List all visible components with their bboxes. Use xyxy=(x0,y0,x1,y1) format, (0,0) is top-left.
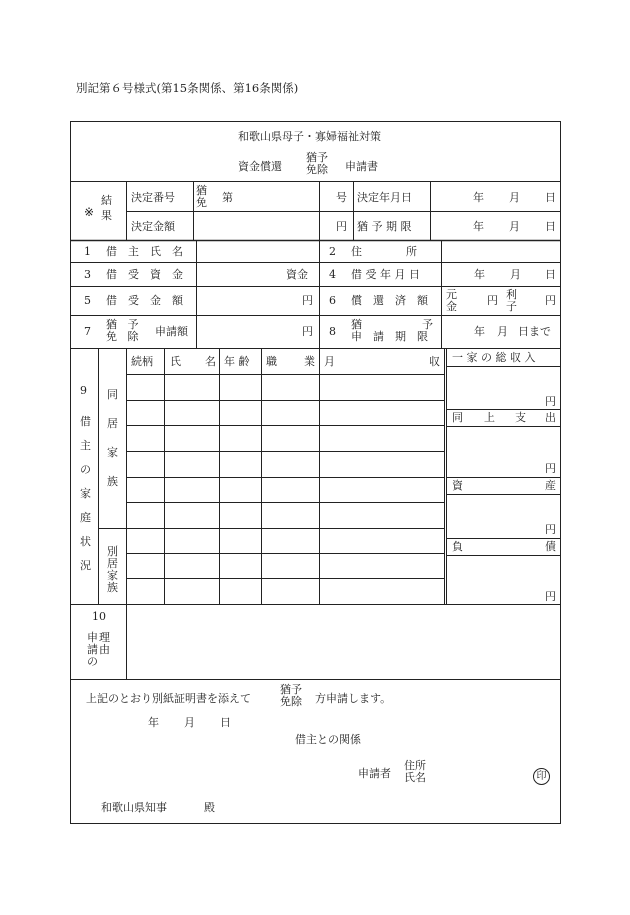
expense-label-4: 出 xyxy=(545,411,556,424)
row8-until: 日まで xyxy=(518,325,551,338)
row5-value: 円 xyxy=(302,294,313,307)
col-job-1: 職 xyxy=(266,355,277,368)
col-name-2: 名 xyxy=(205,355,216,368)
decision-date-hi: 日 xyxy=(545,191,556,204)
reason-label-col-left: 申 請 の xyxy=(87,631,98,668)
row2-no: 2 xyxy=(329,245,336,258)
form-caption: 別記第６号様式(第15条関係、第16条関係) xyxy=(76,81,299,95)
deferral-limit-hi: 日 xyxy=(545,220,556,233)
row3-no: 3 xyxy=(84,268,91,281)
date-hi: 日 xyxy=(220,716,231,729)
total-income-yen: 円 xyxy=(545,395,556,408)
row6-principal-label: 元 金 xyxy=(446,288,457,313)
row6-principal-yen: 円 xyxy=(487,294,498,307)
decision-no-label: 決定番号 xyxy=(131,191,175,204)
debts-yen: 円 xyxy=(545,590,556,603)
row7-value: 円 xyxy=(302,325,313,338)
col-relation: 続柄 xyxy=(131,355,153,368)
row8-nen: 年 xyxy=(474,325,485,338)
row1-no: 1 xyxy=(84,245,91,258)
relation-label: 借主との関係 xyxy=(295,733,361,746)
assets-label-2: 産 xyxy=(545,479,556,492)
row2-label: 住 所 xyxy=(351,245,417,258)
expense-yen: 円 xyxy=(545,462,556,475)
row4-nen: 年 xyxy=(474,268,485,281)
form-subtitle-right: 申請書 xyxy=(345,160,378,173)
applicant-fields: 住所 氏名 xyxy=(404,759,426,784)
row8-no: 8 xyxy=(329,325,336,338)
result-label-2: 果 xyxy=(101,209,112,222)
expense-label-1: 同 xyxy=(452,411,463,424)
row5-label: 借 受 金 額 xyxy=(106,294,183,307)
declaration-text-left: 上記のとおり別紙証明書を添えて xyxy=(86,692,251,705)
row4-label: 借 受 年 月 日 xyxy=(351,268,420,281)
row7-no: 7 xyxy=(84,325,91,338)
row6-interest-label: 利 子 xyxy=(506,288,517,313)
row4-tsuki: 月 xyxy=(510,268,521,281)
result-label-1: 結 xyxy=(101,194,112,207)
assets-label-1: 資 xyxy=(452,479,463,492)
expense-label-2: 上 xyxy=(484,411,495,424)
decision-no-options: 猶 免 xyxy=(196,184,207,209)
form-subtitle-options: 猶予 免除 xyxy=(306,151,328,176)
date-tsuki: 月 xyxy=(184,716,195,729)
row8-tsuki: 月 xyxy=(497,325,508,338)
row5-no: 5 xyxy=(84,294,91,307)
col-age: 年 齢 xyxy=(224,355,250,368)
result-kome: ※ xyxy=(84,205,95,219)
reason-label-col-right: 理 由 xyxy=(99,631,110,656)
row8-label: 猶 予 申 請 期 限 xyxy=(351,318,433,343)
decision-no-go: 号 xyxy=(336,191,347,204)
row6-no: 6 xyxy=(329,294,336,307)
row3-label: 借 受 資 金 xyxy=(106,268,183,281)
seal-mark: 印 xyxy=(533,768,550,785)
applicant-label: 申請者 xyxy=(358,767,391,780)
form-title: 和歌山県母子・寡婦福祉対策 xyxy=(238,130,381,143)
debts-label-1: 負 xyxy=(452,540,463,553)
decision-date-tsuki: 月 xyxy=(509,191,520,204)
family-section-label: 借 主 の 家 庭 状 況 xyxy=(80,415,91,572)
date-nen: 年 xyxy=(148,716,159,729)
col-job-2: 業 xyxy=(304,355,315,368)
deferral-limit-nen: 年 xyxy=(473,220,484,233)
col-income-2: 収 xyxy=(429,355,440,368)
separate-family-label: 別 居 家 族 xyxy=(107,545,118,594)
deferral-limit-tsuki: 月 xyxy=(509,220,520,233)
decision-no-dai: 第 xyxy=(222,191,233,204)
row7-label: 申請額 xyxy=(155,325,188,338)
decision-amount-label: 決定金額 xyxy=(131,220,175,233)
family-section-no: 9 xyxy=(80,384,87,397)
cohabit-family-label: 同 居 家 族 xyxy=(107,388,118,488)
decision-date-nen: 年 xyxy=(473,191,484,204)
form-subtitle-left: 資金償還 xyxy=(238,160,282,173)
expense-label-3: 支 xyxy=(515,411,526,424)
row3-value: 資金 xyxy=(286,268,308,281)
row1-label: 借 主 氏 名 xyxy=(106,245,183,258)
decision-amount-yen: 円 xyxy=(336,220,347,233)
row4-no: 4 xyxy=(329,268,336,281)
debts-label-2: 債 xyxy=(545,540,556,553)
decision-date-label: 決定年月日 xyxy=(357,191,412,204)
row4-hi: 日 xyxy=(545,268,556,281)
total-income-label: 一 家 の 総 収 入 xyxy=(452,351,536,364)
governor-dono: 殿 xyxy=(204,801,215,814)
deferral-limit-label: 猶 予 期 限 xyxy=(357,220,412,233)
row6-interest-yen: 円 xyxy=(545,294,556,307)
declaration-options: 猶予 免除 xyxy=(280,683,302,708)
assets-yen: 円 xyxy=(545,523,556,536)
row7-options: 猶 予 免 除 xyxy=(106,318,139,343)
col-name-1: 氏 xyxy=(170,355,181,368)
governor-label: 和歌山県知事 xyxy=(101,801,167,814)
reason-no: 10 xyxy=(92,610,106,623)
declaration-text-right: 方申請します。 xyxy=(315,692,392,705)
col-income-1: 月 xyxy=(324,355,335,368)
row6-label: 償 還 済 額 xyxy=(351,294,428,307)
